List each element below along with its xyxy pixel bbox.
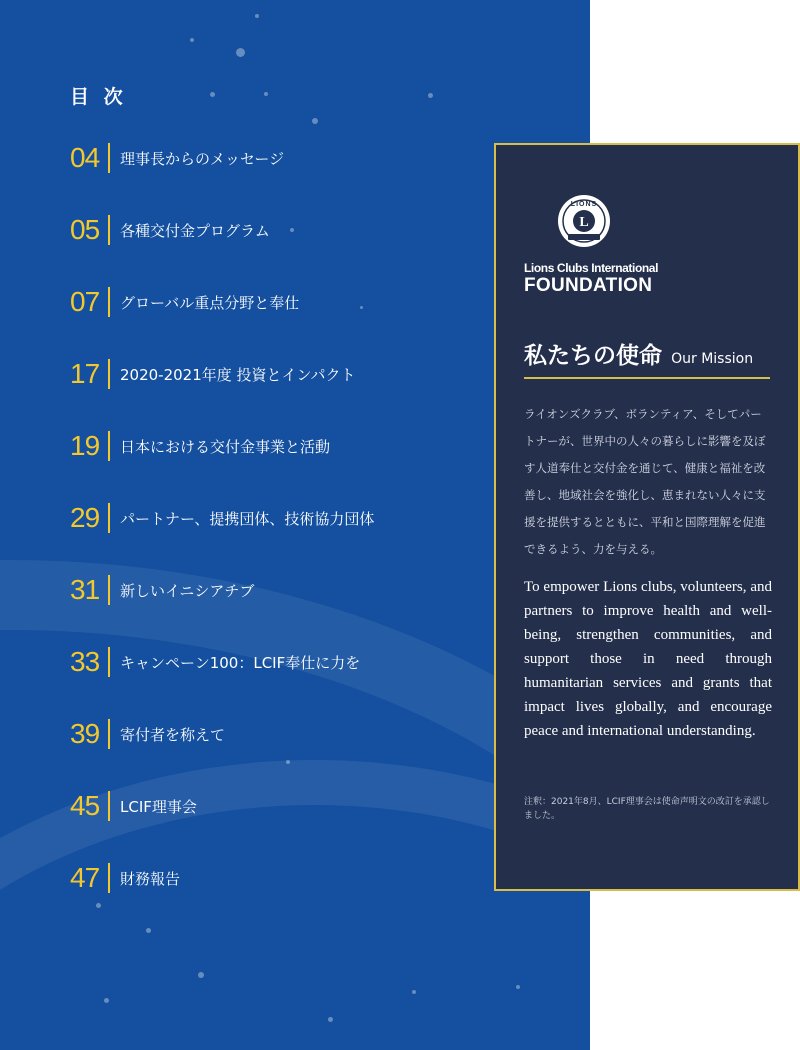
decorative-dot: [190, 38, 194, 42]
toc-entry-label: キャンペーン100：LCIF奉仕に力を: [120, 653, 361, 672]
toc-entry-label: 財務報告: [120, 869, 181, 888]
decorative-dot: [360, 306, 363, 309]
toc-page-number: 29: [70, 502, 100, 533]
toc-divider: [108, 359, 110, 389]
decorative-dot: [96, 903, 101, 908]
decorative-dot: [255, 14, 259, 18]
toc-entry[interactable]: [70, 498, 374, 538]
toc-entry-label: 新しいイニシアチブ: [120, 581, 255, 600]
toc-entry-label: パートナー、提携団体、技術協力団体: [120, 509, 375, 528]
toc-divider: [108, 575, 110, 605]
toc-page-number: 19: [70, 430, 100, 461]
decorative-dot: [104, 998, 109, 1003]
toc-page-number: 39: [70, 718, 100, 749]
decorative-dot: [286, 760, 290, 764]
toc-entry-label: 日本における交付金事業と活動: [120, 437, 331, 456]
mission-note: 注釈：2021年8月、LCIF理事会は使命声明文の改訂を承認しました。: [524, 797, 770, 821]
toc-entry[interactable]: [70, 714, 225, 754]
toc-divider: [108, 503, 110, 533]
toc-divider: [108, 719, 110, 749]
toc-divider: [108, 143, 110, 173]
toc-divider: [108, 791, 110, 821]
logo-line-2: FOUNDATION: [524, 275, 653, 296]
logo-line-1: Lions Clubs International: [524, 261, 659, 275]
toc-entry[interactable]: [70, 354, 355, 394]
toc-divider: [108, 215, 110, 245]
toc-page-number: 07: [70, 286, 100, 317]
toc-divider: [108, 431, 110, 461]
lcif-logo: [524, 193, 674, 303]
toc-page-number: 33: [70, 646, 100, 677]
toc-entry[interactable]: [70, 138, 284, 178]
toc-page-number: 04: [70, 142, 100, 173]
mission-heading: [524, 337, 753, 370]
decorative-dot: [210, 92, 215, 97]
toc-divider: [108, 863, 110, 893]
toc-entry[interactable]: [70, 282, 299, 322]
toc-page-number: 05: [70, 214, 100, 245]
toc-entry-label: LCIF理事会: [120, 797, 197, 816]
decorative-dot: [290, 228, 294, 232]
toc-entry[interactable]: [70, 570, 254, 610]
toc-page-number: 45: [70, 790, 100, 821]
toc-page-number: 47: [70, 862, 100, 893]
toc-title: 目 次: [70, 86, 127, 108]
toc-entry-label: グローバル重点分野と奉仕: [120, 293, 300, 312]
decorative-dot: [264, 92, 268, 96]
emblem-text: LIONS: [570, 201, 598, 208]
lions-emblem-icon: [556, 193, 612, 249]
toc-entry[interactable]: [70, 858, 180, 898]
decorative-dot: [198, 972, 204, 978]
toc-page-number: 31: [70, 574, 100, 605]
decorative-dot: [312, 118, 318, 124]
toc-divider: [108, 647, 110, 677]
mission-text-en: To empower Lions clubs, volunteers, and partners to improve health and well-being, strengthen communities, and support those in need through humanitarian services and grants that impact lives globally, and encourage peace and international understanding.: [524, 579, 772, 739]
emblem-letter: L: [579, 215, 589, 230]
toc-entry[interactable]: [70, 210, 270, 250]
toc-page-number: 17: [70, 358, 100, 389]
toc-divider: [108, 287, 110, 317]
toc-entry-label: 寄付者を称えて: [120, 725, 226, 744]
toc-entry-label: 各種交付金プログラム: [120, 221, 270, 240]
toc-entry[interactable]: [70, 642, 360, 682]
toc-entry[interactable]: [70, 426, 330, 466]
mission-text-jp: ライオンズクラブ、ボランティア、そしてパートナーが、世界中の人々の暮らしに影響を及ぼす人道奉仕と交付金を通じて、健康と福祉を改善し、地域社会を強化し、恵まれない人々に支援を提供するとともに、平和と国際理解を促進できるよう、力を与える。: [524, 407, 766, 556]
decorative-dot: [236, 48, 245, 57]
decorative-dot: [328, 1017, 333, 1022]
mission-card: [494, 143, 800, 891]
decorative-dot: [428, 93, 433, 98]
decorative-dot: [146, 928, 151, 933]
mission-heading-en: Our Mission: [671, 351, 754, 367]
mission-heading-jp: 私たちの使命: [524, 343, 662, 369]
decorative-dot: [412, 990, 416, 994]
toc-entry-label: 2020-2021年度 投資とインパクト: [120, 365, 356, 384]
decorative-dot: [516, 985, 520, 989]
heading-underline: [524, 377, 770, 379]
toc-entry[interactable]: [70, 786, 197, 826]
toc-entry-label: 理事長からのメッセージ: [120, 149, 285, 168]
